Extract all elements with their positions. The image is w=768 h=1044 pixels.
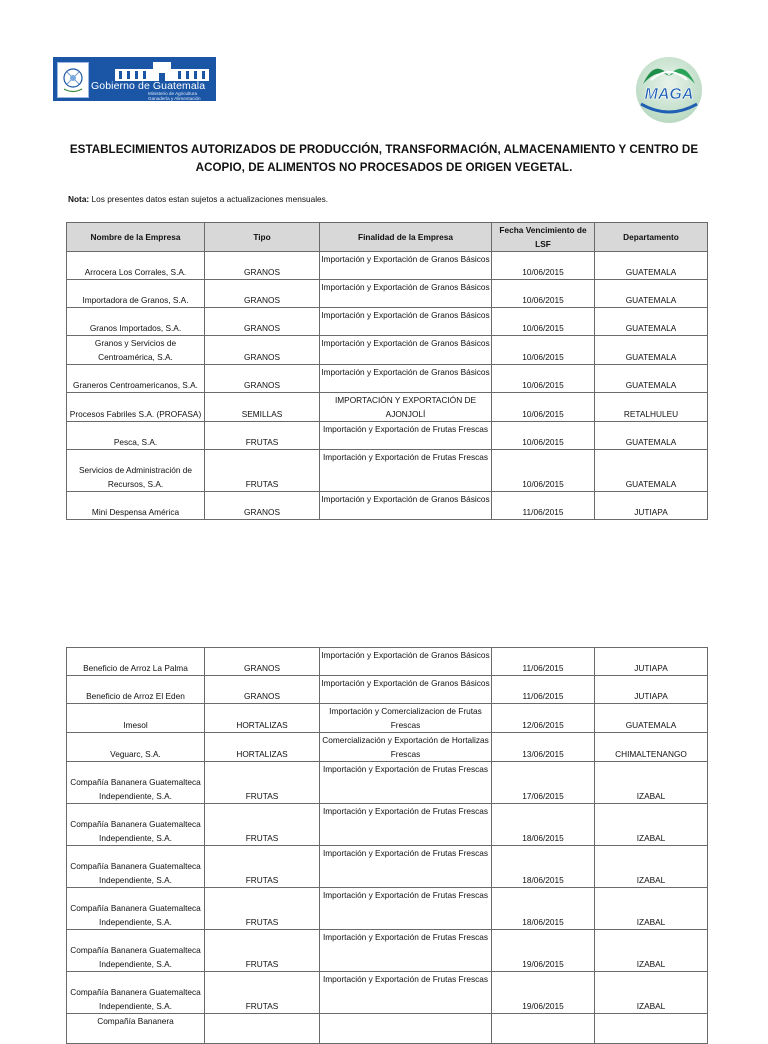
cell-fecha: 10/06/2015 — [492, 280, 595, 308]
cell-departamento: IZABAL — [595, 888, 708, 930]
cell-finalidad: Importación y Exportación de Granos Básicos — [320, 252, 492, 280]
cell-fecha: 19/06/2015 — [492, 930, 595, 972]
cell-fecha: 11/06/2015 — [492, 676, 595, 704]
cell-finalidad: Importación y Exportación de Granos Básicos — [320, 676, 492, 704]
cell-departamento: JUTIAPA — [595, 676, 708, 704]
header-fecha: Fecha Vencimiento de LSF — [492, 223, 595, 252]
cell-empresa: Compañía Bananera Guatemalteca Independiente, S.A. — [67, 972, 205, 1014]
coat-of-arms-icon — [57, 62, 89, 98]
establishments-table-1 — [66, 222, 708, 520]
table-row — [67, 676, 708, 704]
cell-departamento: GUATEMALA — [595, 252, 708, 280]
government-name: Gobierno de Guatemala — [91, 80, 206, 92]
cell-departamento: RETALHULEU — [595, 393, 708, 422]
cell-departamento: GUATEMALA — [595, 336, 708, 365]
cell-finalidad: Comercialización y Exportación de Hortalizas Frescas — [320, 733, 492, 762]
note-label: Nota: — [68, 194, 90, 204]
cell-empresa: Compañía Bananera Guatemalteca Independiente, S.A. — [67, 804, 205, 846]
cell-fecha: 17/06/2015 — [492, 762, 595, 804]
table-row — [67, 846, 708, 888]
cell-tipo: FRUTAS — [205, 422, 320, 450]
cell-empresa: Servicios de Administración de Recursos, S.A. — [67, 450, 205, 492]
cell-empresa: Compañía Bananera Guatemalteca Independiente, S.A. — [67, 762, 205, 804]
header-departamento: Departamento — [595, 223, 708, 252]
cell-finalidad: Importación y Exportación de Granos Básicos — [320, 648, 492, 676]
cell-finalidad: Importación y Exportación de Frutas Frescas — [320, 972, 492, 1014]
table-row — [67, 308, 708, 336]
table-row — [67, 930, 708, 972]
cell-tipo: FRUTAS — [205, 846, 320, 888]
cell-empresa: Compañía Bananera Guatemalteca Independiente, S.A. — [67, 930, 205, 972]
cell-finalidad: Importación y Exportación de Frutas Frescas — [320, 888, 492, 930]
cell-departamento: IZABAL — [595, 972, 708, 1014]
table-row — [67, 804, 708, 846]
table-row — [67, 422, 708, 450]
cell-fecha: 10/06/2015 — [492, 393, 595, 422]
note-text: Los presentes datos estan sujetos a actualizaciones mensuales. — [89, 194, 329, 204]
cell-fecha: 10/06/2015 — [492, 365, 595, 393]
cell-empresa: Compañía Bananera Guatemalteca Independiente, S.A. — [67, 846, 205, 888]
cell-empresa: Imesol — [67, 704, 205, 733]
cell-tipo: GRANOS — [205, 252, 320, 280]
table-row — [67, 450, 708, 492]
cell-finalidad: IMPORTACIÓN Y EXPORTACIÓN DE AJONJOLÍ — [320, 393, 492, 422]
cell-tipo: FRUTAS — [205, 888, 320, 930]
table-row — [67, 762, 708, 804]
table-row — [67, 280, 708, 308]
cell-fecha: 18/06/2015 — [492, 846, 595, 888]
cell-departamento: IZABAL — [595, 804, 708, 846]
cell-fecha: 19/06/2015 — [492, 972, 595, 1014]
cell-departamento: GUATEMALA — [595, 704, 708, 733]
cell-tipo: GRANOS — [205, 336, 320, 365]
cell-departamento: JUTIAPA — [595, 648, 708, 676]
cell-finalidad: Importación y Comercializacion de Frutas Frescas — [320, 704, 492, 733]
cell-fecha: 18/06/2015 — [492, 888, 595, 930]
cell-finalidad: Importación y Exportación de Frutas Frescas — [320, 930, 492, 972]
cell-finalidad — [320, 1014, 492, 1044]
cell-fecha: 12/06/2015 — [492, 704, 595, 733]
ministry-name: Ministerio de Agricultura Ganadería y Alimentación — [148, 91, 201, 101]
cell-empresa: Procesos Fabriles S.A. (PROFASA) — [67, 393, 205, 422]
table-row — [67, 252, 708, 280]
table-row — [67, 393, 708, 422]
cell-fecha: 10/06/2015 — [492, 252, 595, 280]
cell-tipo: FRUTAS — [205, 450, 320, 492]
cell-fecha: 11/06/2015 — [492, 648, 595, 676]
cell-departamento: IZABAL — [595, 846, 708, 888]
cell-finalidad: Importación y Exportación de Granos Básicos — [320, 492, 492, 520]
cell-finalidad: Importación y Exportación de Granos Básicos — [320, 365, 492, 393]
cell-tipo: GRANOS — [205, 280, 320, 308]
cell-empresa: Graneros Centroamericanos, S.A. — [67, 365, 205, 393]
cell-finalidad: Importación y Exportación de Frutas Frescas — [320, 422, 492, 450]
cell-empresa: Beneficio de Arroz La Palma — [67, 648, 205, 676]
cell-fecha: 10/06/2015 — [492, 422, 595, 450]
maga-logo — [633, 54, 705, 126]
cell-departamento: IZABAL — [595, 762, 708, 804]
cell-fecha: 10/06/2015 — [492, 336, 595, 365]
table-row — [67, 972, 708, 1014]
cell-tipo — [205, 1014, 320, 1044]
cell-departamento: GUATEMALA — [595, 308, 708, 336]
cell-finalidad: Importación y Exportación de Frutas Frescas — [320, 762, 492, 804]
table-row — [67, 1014, 708, 1044]
document-title: ESTABLECIMIENTOS AUTORIZADOS DE PRODUCCIÓN, TRANSFORMACIÓN, ALMACENAMIENTO Y CENTRO DE ACOPIO, DE ALIMENTOS NO PROCESADOS DE ORIGEN VEGETAL. — [69, 143, 699, 174]
header-empresa: Nombre de la Empresa — [67, 223, 205, 252]
cell-finalidad: Importación y Exportación de Granos Básicos — [320, 336, 492, 365]
table-row — [67, 336, 708, 365]
cell-departamento: GUATEMALA — [595, 280, 708, 308]
cell-tipo: FRUTAS — [205, 972, 320, 1014]
cell-empresa: Mini Despensa América — [67, 492, 205, 520]
cell-fecha: 10/06/2015 — [492, 450, 595, 492]
cell-tipo: GRANOS — [205, 308, 320, 336]
cell-empresa: Importadora de Granos, S.A. — [67, 280, 205, 308]
cell-fecha: 10/06/2015 — [492, 308, 595, 336]
cell-finalidad: Importación y Exportación de Frutas Frescas — [320, 804, 492, 846]
cell-finalidad: Importación y Exportación de Granos Básicos — [320, 280, 492, 308]
cell-fecha: 13/06/2015 — [492, 733, 595, 762]
cell-empresa: Pesca, S.A. — [67, 422, 205, 450]
cell-departamento: GUATEMALA — [595, 365, 708, 393]
cell-tipo: FRUTAS — [205, 804, 320, 846]
table-row — [67, 888, 708, 930]
cell-empresa: Compañía Bananera Guatemalteca Independiente, S.A. — [67, 888, 205, 930]
cell-fecha: 11/06/2015 — [492, 492, 595, 520]
cell-fecha: 18/06/2015 — [492, 804, 595, 846]
cell-finalidad: Importación y Exportación de Frutas Frescas — [320, 846, 492, 888]
note — [68, 194, 328, 204]
cell-tipo: GRANOS — [205, 365, 320, 393]
cell-tipo: HORTALIZAS — [205, 733, 320, 762]
cell-empresa: Granos y Servicios de Centroamérica, S.A. — [67, 336, 205, 365]
cell-departamento: CHIMALTENANGO — [595, 733, 708, 762]
cell-empresa: Beneficio de Arroz El Eden — [67, 676, 205, 704]
cell-departamento: JUTIAPA — [595, 492, 708, 520]
cell-tipo: FRUTAS — [205, 762, 320, 804]
cell-empresa: Arrocera Los Corrales, S.A. — [67, 252, 205, 280]
cell-tipo: SEMILLAS — [205, 393, 320, 422]
header-finalidad: Finalidad de la Empresa — [320, 223, 492, 252]
national-palace-icon — [115, 61, 209, 81]
cell-tipo: FRUTAS — [205, 930, 320, 972]
table-row — [67, 365, 708, 393]
cell-departamento: IZABAL — [595, 930, 708, 972]
cell-departamento: GUATEMALA — [595, 450, 708, 492]
table-row — [67, 492, 708, 520]
cell-finalidad: Importación y Exportación de Granos Básicos — [320, 308, 492, 336]
cell-departamento: GUATEMALA — [595, 422, 708, 450]
cell-tipo: HORTALIZAS — [205, 704, 320, 733]
table-row — [67, 733, 708, 762]
establishments-table-2 — [66, 647, 708, 1044]
cell-tipo: GRANOS — [205, 676, 320, 704]
cell-tipo: GRANOS — [205, 648, 320, 676]
cell-fecha — [492, 1014, 595, 1044]
table-header-row — [67, 223, 708, 252]
cell-empresa: Compañía Bananera — [67, 1014, 205, 1044]
maga-logo-text: MAGA — [644, 86, 694, 103]
cell-tipo: GRANOS — [205, 492, 320, 520]
table-row — [67, 648, 708, 676]
table-row — [67, 704, 708, 733]
gobierno-de-guatemala-logo — [53, 57, 216, 101]
cell-finalidad: Importación y Exportación de Frutas Frescas — [320, 450, 492, 492]
header-tipo: Tipo — [205, 223, 320, 252]
cell-empresa: Veguarc, S.A. — [67, 733, 205, 762]
cell-departamento — [595, 1014, 708, 1044]
cell-empresa: Granos Importados, S.A. — [67, 308, 205, 336]
